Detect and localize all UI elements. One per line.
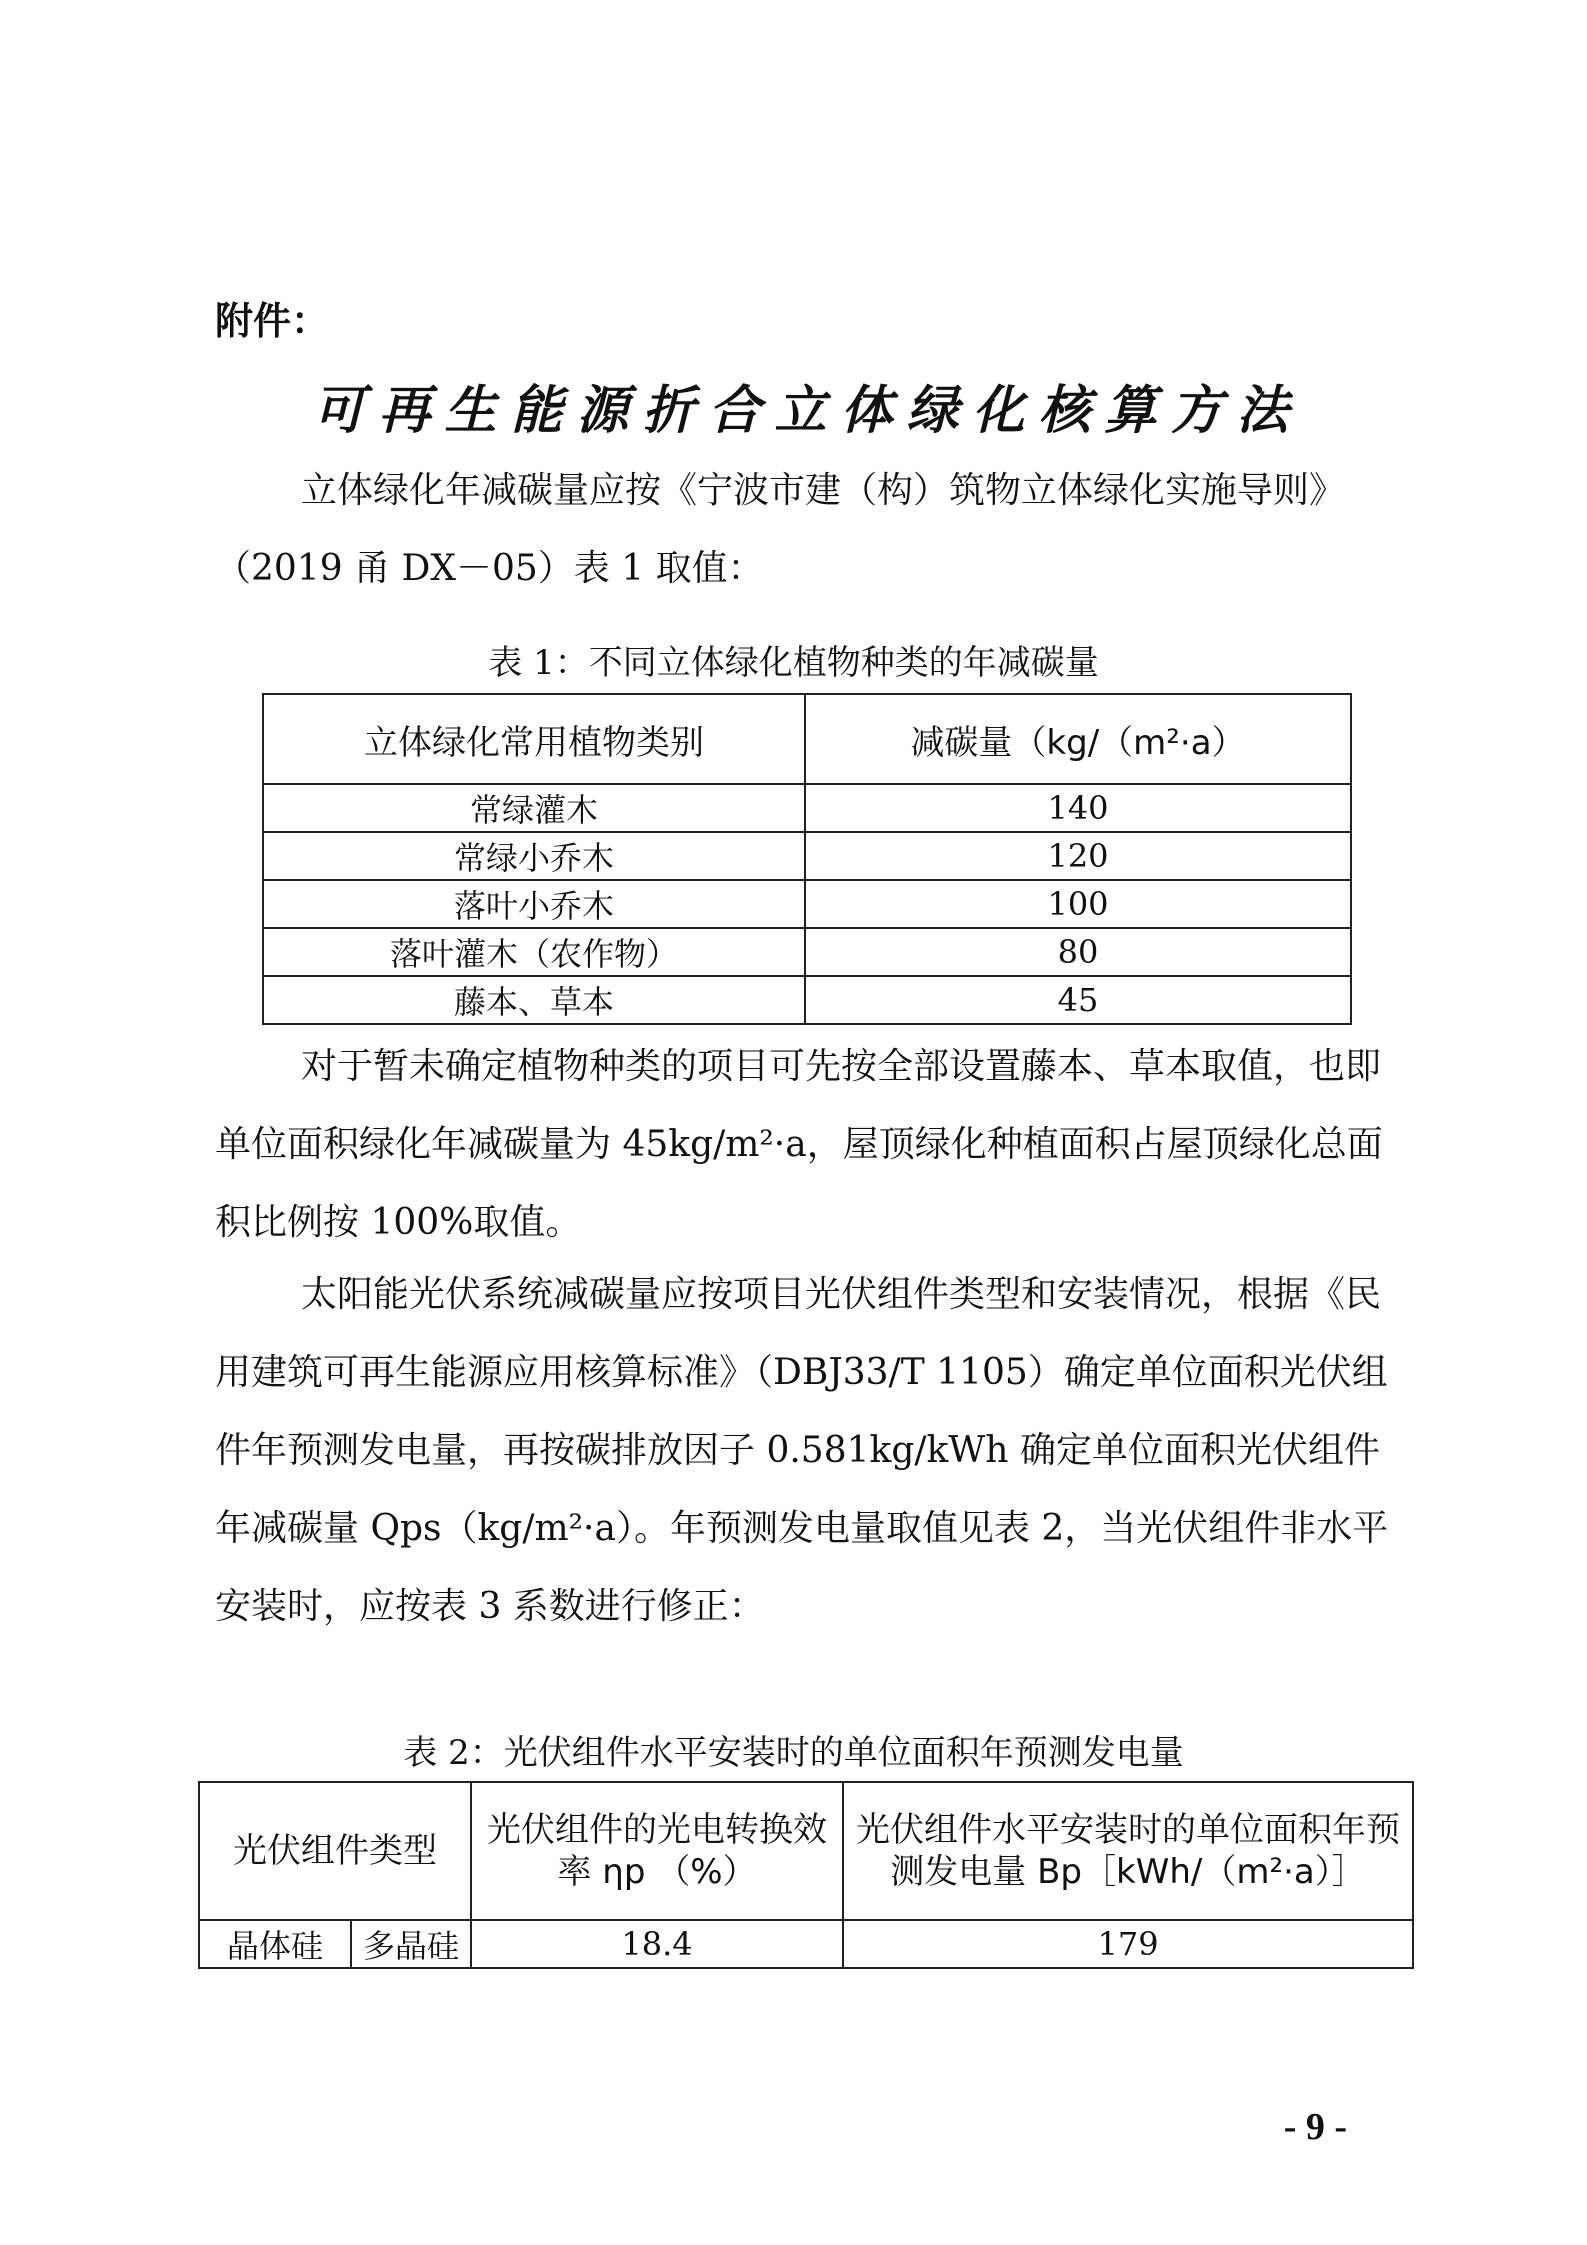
table-cell: 120 (805, 832, 1351, 880)
table-cell: 藤本、草本 (263, 976, 805, 1024)
table-row (263, 976, 1351, 1024)
table-header-cell: 光伏组件类型 (199, 1782, 471, 1920)
table-header-cell: 光伏组件的光电转换效率 ηp （%） (471, 1782, 843, 1920)
table-pv-generation (198, 1781, 1414, 1969)
table-row (263, 832, 1351, 880)
table-cell: 18.4 (471, 1920, 843, 1968)
attachment-label: 附件： (215, 299, 330, 343)
table-cell: 80 (805, 928, 1351, 976)
table-row (263, 784, 1351, 832)
table-row (263, 880, 1351, 928)
paragraph-green-intro: 立体绿化年减碳量应按《宁波市建（构）筑物立体绿化实施导则》（2019 甬 DX－05）表 1 取值： (215, 470, 1346, 589)
table-cell: 100 (805, 880, 1351, 928)
table-cell: 落叶小乔木 (263, 880, 805, 928)
table-header-row (263, 694, 1351, 784)
table-header-cell: 立体绿化常用植物类别 (263, 694, 805, 784)
table-green-carbon (262, 693, 1352, 1025)
table-cell: 179 (843, 1920, 1413, 1968)
table1-caption: 表 1：不同立体绿化植物种类的年减碳量 (488, 643, 1099, 683)
table-row (199, 1920, 1413, 1968)
table-cell: 140 (805, 784, 1351, 832)
table-header-cell: 减碳量（kg/（m²·a） (805, 694, 1351, 784)
table-cell: 常绿灌木 (263, 784, 805, 832)
table-cell: 常绿小乔木 (263, 832, 805, 880)
document-title: 可再生能源折合立体绿化核算方法 (312, 380, 1303, 441)
table-header-cell: 光伏组件水平安装时的单位面积年预测发电量 Bp［kWh/（m²·a）］ (843, 1782, 1413, 1920)
table-cell: 晶体硅 (199, 1920, 351, 1968)
table2-caption: 表 2：光伏组件水平安装时的单位面积年预测发电量 (403, 1733, 1184, 1773)
table-header-row (199, 1782, 1413, 1920)
paragraph-solar: 太阳能光伏系统减碳量应按项目光伏组件类型和安装情况，根据《民用建筑可再生能源应用核算标准》（DBJ33/T 1105）确定单位面积光伏组件年预测发电量，再按碳排放因子 0.581kg/kWh 确定单位面积光伏组件年减碳量 Qps（kg/m²·a）。年预测发电量取值见表 2，当光伏组件非水平安装时，应按表 3 系数进行修正： (215, 1274, 1389, 1627)
table-row (263, 928, 1351, 976)
table-cell: 45 (805, 976, 1351, 1024)
page-number: - 9 - (1283, 2106, 1347, 2148)
table-cell: 多晶硅 (351, 1920, 471, 1968)
table-cell: 落叶灌木（农作物） (263, 928, 805, 976)
paragraph-green-default: 对于暂未确定植物种类的项目可先按全部设置藤本、草本取值，也即单位面积绿化年减碳量为 45kg/m²·a，屋顶绿化种植面积占屋顶绿化总面积比例按 100%取值。 (215, 1046, 1383, 1243)
